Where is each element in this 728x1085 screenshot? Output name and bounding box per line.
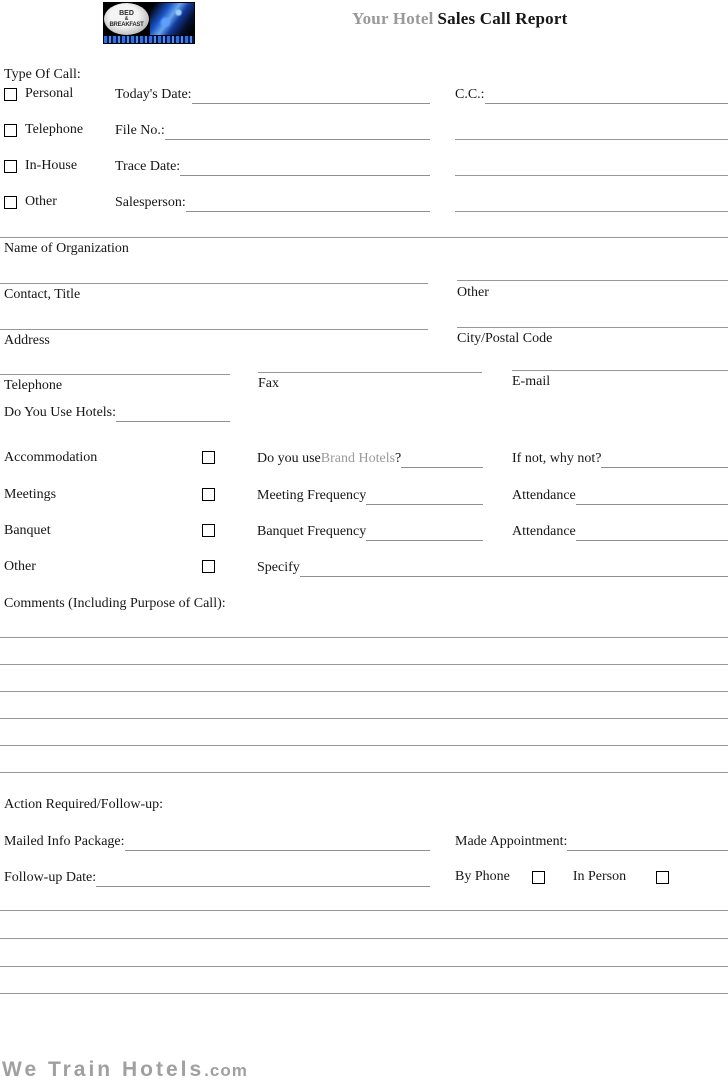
logo-text-line2: & [124,16,129,22]
comments-line-1[interactable] [0,637,728,638]
address-label: Address [4,333,50,348]
contact-title-label: Contact, Title [4,287,81,302]
if-not-why-not-field [512,450,728,468]
cc-input-line-1[interactable] [485,88,728,104]
comments-line-6[interactable] [0,772,728,773]
other-usage-checkbox[interactable] [202,560,215,573]
comments-line-3[interactable] [0,691,728,692]
page-title [352,9,567,29]
logo-text-line1: BED [119,10,134,17]
mailed-info-package-input-line[interactable] [125,835,430,851]
made-appointment-label: Made Appointment: [455,834,568,849]
organization-name-label: Name of Organization [4,241,129,256]
other-contact-label: Other [457,285,489,300]
option-telephone [4,122,83,138]
city-postal-input-line[interactable] [457,327,728,328]
footer-domain-text: .com [204,1061,248,1080]
banquet-attendance-input-line[interactable] [576,525,728,541]
email-input-line[interactable] [512,370,728,371]
in-person-label: In Person [572,869,627,884]
file-no-field [115,122,430,140]
extra-line-2[interactable] [0,938,728,939]
follow-up-date-field [4,869,430,887]
accommodation-label: Accommodation [4,450,98,465]
specify-input-line[interactable] [300,561,728,577]
if-not-why-not-label: If not, why not? [512,451,602,466]
personal-checkbox[interactable] [4,88,17,101]
mailed-info-package-field [4,833,430,851]
cc-input-line-3[interactable] [455,175,728,176]
logo-text-line3: BREAKFAST [109,22,144,28]
brand-hotels-field [257,450,483,468]
todays-date-field [115,86,430,104]
other-call-label: Other [25,194,57,209]
fax-input-line[interactable] [258,372,482,373]
telephone-input-line[interactable] [0,374,230,375]
file-no-input-line[interactable] [165,124,430,140]
extra-line-4[interactable] [0,993,728,994]
brand-hotels-question-prefix: Do you use [257,451,321,466]
salesperson-input-line[interactable] [186,196,430,212]
cc-field [455,86,728,104]
made-appointment-input-line[interactable] [567,835,728,851]
option-other [4,194,57,210]
banquet-frequency-field [257,523,483,541]
comments-line-5[interactable] [0,745,728,746]
banquet-frequency-input-line[interactable] [366,525,483,541]
page-title-report-name: Sales Call Report [437,9,568,28]
by-phone-checkbox[interactable] [532,871,545,884]
logo-blue-graphic [150,3,194,35]
logo-tagline-strip [104,36,194,43]
option-personal [4,86,73,102]
telephone-label: Telephone [25,122,84,137]
banquet-label: Banquet [4,523,51,538]
personal-label: Personal [25,86,74,101]
in-person-checkbox[interactable] [656,871,669,884]
banquet-frequency-label: Banquet Frequency [257,524,367,539]
mailed-info-package-label: Mailed Info Package: [4,834,125,849]
trace-date-field [115,158,430,176]
follow-up-date-label: Follow-up Date: [4,870,97,885]
comments-line-2[interactable] [0,664,728,665]
todays-date-input-line[interactable] [192,88,430,104]
action-required-heading: Action Required/Follow-up: [4,797,164,812]
fax-label: Fax [258,376,279,391]
organization-name-input-line[interactable] [0,237,728,238]
page-title-hotel-name: Your Hotel [352,9,434,28]
meeting-frequency-input-line[interactable] [366,489,483,505]
do-you-use-hotels-label: Do You Use Hotels: [4,405,117,420]
meeting-attendance-label: Attendance [512,488,576,503]
extra-line-3[interactable] [0,966,728,967]
hotel-logo [103,2,195,44]
banquet-attendance-label: Attendance [512,524,576,539]
salesperson-label: Salesperson: [115,195,186,210]
meeting-attendance-input-line[interactable] [576,489,728,505]
specify-label: Specify [257,560,300,575]
telephone-field-label: Telephone [4,378,63,393]
specify-field [257,559,728,577]
brand-hotels-question-mark: ? [395,451,402,466]
bed-and-breakfast-badge [104,3,149,35]
other-contact-input-line[interactable] [457,280,728,281]
trace-date-label: Trace Date: [115,159,181,174]
meeting-frequency-label: Meeting Frequency [257,488,367,503]
contact-title-input-line[interactable] [0,283,428,284]
email-label: E-mail [512,374,551,389]
other-call-checkbox[interactable] [4,196,17,209]
other-usage-label: Other [4,559,36,574]
type-of-call-heading: Type Of Call: [4,67,81,82]
we-train-hotels-watermark [2,1058,248,1082]
comments-line-4[interactable] [0,718,728,719]
footer-brand-text: We Train Hotels [2,1058,205,1081]
file-no-label: File No.: [115,123,165,138]
do-you-use-hotels-field [4,404,230,422]
extra-line-1[interactable] [0,910,728,911]
follow-up-date-input-line[interactable] [96,871,430,887]
in-house-checkbox[interactable] [4,160,17,173]
telephone-checkbox[interactable] [4,124,17,137]
salesperson-field [115,194,430,212]
banquet-checkbox[interactable] [202,524,215,537]
appointment-method-options [455,869,669,885]
meeting-frequency-field [257,487,483,505]
cc-input-line-4[interactable] [455,211,728,212]
if-not-why-not-input-line[interactable] [601,452,728,468]
cc-input-line-2[interactable] [455,139,728,140]
logo-artwork [104,3,194,35]
by-phone-label: By Phone [455,869,510,884]
address-input-line[interactable] [0,329,428,330]
banquet-attendance-field [512,523,728,541]
cc-label: C.C.: [455,87,485,102]
meetings-label: Meetings [4,487,57,502]
option-in-house [4,158,77,174]
todays-date-label: Today's Date: [115,87,192,102]
accommodation-checkbox[interactable] [202,451,215,464]
do-you-use-hotels-input-line[interactable] [116,406,230,422]
brand-hotels-input-line[interactable] [401,452,483,468]
meetings-checkbox[interactable] [202,488,215,501]
meeting-attendance-field [512,487,728,505]
in-house-label: In-House [25,158,78,173]
made-appointment-field [455,833,728,851]
city-postal-label: City/Postal Code [457,331,553,346]
trace-date-input-line[interactable] [180,160,430,176]
brand-hotels-gray-text: Brand Hotels [320,451,396,466]
comments-heading: Comments (Including Purpose of Call): [4,596,226,611]
